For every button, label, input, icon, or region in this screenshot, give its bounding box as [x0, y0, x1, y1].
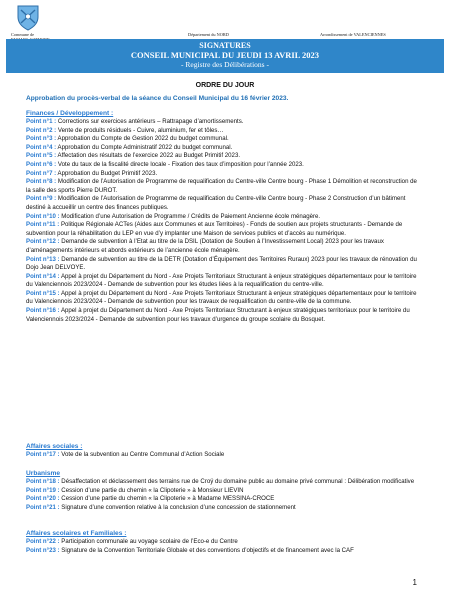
point-label: Point n°8 : — [26, 178, 57, 186]
point-text: Appel à projet du Département du Nord - Axe Projets Territoriaux Structurant à enjeux stratégiques départementaux pour le territoire du Valenciennois 2023/2024 - Demande de subvention pour les travaux de requalification du centre-ville de la commune. — [26, 289, 417, 306]
point-text: Cession d’une partie du chemin « la Clipoterie » à Madame MESSINA-CROCE — [59, 495, 275, 503]
ordre-du-jour-heading: ORDRE DU JOUR — [195, 82, 255, 89]
point-text: Signature de la Convention Territoriale Globale et des conventions d’objectifs et de financement avec la CAF — [59, 546, 354, 554]
title-banner — [6, 39, 444, 73]
point-text: Corrections sur exercices antérieurs – Rattrapage d’amortissements. — [56, 118, 244, 125]
point-label: Point n°20 : — [26, 495, 60, 503]
point-text: Participation communale au voyage scolaire de l’Eco-e du Centre — [59, 538, 238, 545]
point-text: Signature d’une convention relative à la conclusion d’une concession de stationnement — [59, 503, 296, 511]
coat-of-arms-logo — [14, 3, 42, 31]
agenda-item — [26, 451, 421, 460]
point-label: Point n°12 : — [26, 238, 60, 246]
point-label: Point n°9 : — [26, 195, 57, 203]
point-label: Point n°21 : — [26, 503, 60, 511]
agenda-item — [26, 547, 421, 556]
point-text: Vente de produits résiduels - Cuivre, aluminium, fer et tôles… — [56, 126, 224, 134]
point-label: Point n°23 : — [26, 546, 60, 554]
section-affaires-sociales — [26, 443, 421, 460]
point-label: Point n°7 : — [26, 169, 57, 177]
commune-label: Commune de — [11, 32, 35, 37]
section-finances — [26, 110, 421, 324]
point-label: Point n°4 : — [26, 143, 57, 151]
agenda-item — [26, 221, 421, 238]
point-text: Vote du taux de la fiscalité directe locale - Fixation des taux d’imposition pour l’année 2023. — [56, 160, 304, 168]
point-label: Point n°15 : — [26, 289, 60, 297]
agenda-item — [26, 152, 421, 161]
point-text: Modification d’une Autorisation de Programme / Crédits de Paiement Ancienne école ménagère. — [59, 212, 321, 220]
section-affaires-scolaires — [26, 530, 421, 555]
section-title: Urbanisme — [26, 470, 61, 477]
agenda-item — [26, 161, 421, 170]
agenda-item — [26, 504, 421, 513]
page-number: 1 — [412, 578, 417, 587]
point-text: Approbation du Compte de Gestion 2022 du budget communal. — [56, 135, 229, 143]
point-label: Point n°22 : — [26, 538, 60, 545]
agenda-item — [26, 135, 421, 144]
agenda-item — [26, 256, 421, 273]
agenda-item — [26, 195, 421, 212]
point-label: Point n°1 : — [26, 118, 57, 125]
point-label: Point n°19 : — [26, 486, 60, 494]
section-title: Affaires sociales : — [26, 443, 83, 450]
agenda-item — [26, 290, 421, 307]
section-title: Affaires scolaires et Familiales : — [26, 530, 127, 537]
banner-conseil-title: CONSEIL MUNICIPAL DU JEUDI 13 AVRIL 2023 — [130, 50, 320, 60]
agenda-item — [26, 307, 421, 324]
point-text: Appel à projet du Département du Nord - Axe Projets Territoriaux Structurant à enjeux stratégiques territoriaux pour le territoire du Valenciennois 2023/2024 - Demande de subvention pour les travaux d’urgence du groupe scolaire du Bosquet. — [26, 307, 410, 323]
banner-registre: - Registre des Délibérations - — [181, 60, 269, 69]
point-label: Point n°3 : — [26, 135, 57, 143]
point-label: Point n°17 : — [26, 451, 60, 458]
agenda-item — [26, 144, 421, 153]
point-label: Point n°18 : — [26, 478, 60, 485]
point-text: Politique Régionale ACTes (Aides aux Communes et aux Territoires) - Fonds de soutien aux projets structurants - Demande de subvention pour la réhabilitation du LEP en vue d’y implanter une Maison de services publics et d’accès au numérique. — [26, 221, 403, 237]
point-label: Point n°5 : — [26, 152, 57, 160]
point-label: Point n°6 : — [26, 160, 57, 168]
point-label: Point n°2 : — [26, 126, 57, 134]
approbation-line: Approbation du procès-verbal de la séance du Conseil Municipal du 16 février 2023. — [26, 95, 289, 102]
departement-label: Département du NORD — [188, 32, 229, 37]
point-label: Point n°16 : — [26, 307, 60, 315]
point-text: Demande de subvention au titre de la DETR (Dotation d’Équipement des Territoires Ruraux) 2023 pour les travaux de rénovation du Dojo Jean DELVOYE. — [26, 255, 417, 272]
point-label: Point n°11 : — [26, 221, 60, 229]
point-text: Désaffectation et déclassement des terrains rue de Croÿ du domaine public au domaine privé communal : Délibération modificative — [59, 478, 415, 485]
agenda-item — [26, 170, 421, 179]
point-text: Modification de l’Autorisation de Programme de requalification du Centre-ville Centre bourg - Phase 2 Construction d’un bâtiment destiné à accueillir un centre des finances publiques. — [26, 195, 406, 211]
point-text: Approbation du Budget Primitif 2023. — [56, 169, 158, 177]
agenda-item — [26, 538, 421, 547]
agenda-item — [26, 487, 421, 496]
agenda-item — [26, 178, 421, 195]
point-text: Cession d’une partie du chemin « la Clipoterie » à Monsieur LIEVIN — [59, 486, 244, 494]
section-urbanisme — [26, 470, 421, 512]
agenda-item — [26, 478, 421, 487]
banner-signatures: SIGNATURES — [199, 41, 251, 50]
point-label: Point n°13 : — [26, 255, 60, 263]
agenda-item — [26, 273, 421, 290]
point-text: Vote de la subvention au Centre Communal d’Action Sociale — [59, 451, 225, 458]
point-text: Appel à projet du Département du Nord - Axe Projets Territoriaux Structurant à enjeux stratégiques départementaux pour le territoire du Valenciennois 2023/2024 - Demande de subvention pour les études liées à la requalification du centre-ville. — [26, 272, 417, 289]
point-text: Demande de subvention à l’Etat au titre de la DSIL (Dotation de Soutien à l’Investissement Local) 2023 pour les travaux d’aménagements intérieurs et abords extérieurs de l’ancienne école ménagère. — [26, 238, 384, 254]
point-text: Affectation des résultats de l’exercice 2022 au Budget Primitif 2023. — [56, 152, 241, 160]
arrondissement-label: Arrondissement de VALENCIENNES — [320, 32, 386, 37]
agenda-item — [26, 213, 421, 222]
point-label: Point n°14 : — [26, 272, 60, 280]
agenda-item — [26, 118, 421, 127]
point-text: Modification de l’Autorisation de Programme de requalification du Centre-ville Centre bourg - Phase 1 Démolition et reconstruction de la salle des sports Pierre DUROT. — [26, 178, 417, 194]
point-text: Approbation du Compte Administratif 2022 du budget communal. — [56, 143, 233, 151]
agenda-item — [26, 495, 421, 504]
section-title: Finances / Développement : — [26, 110, 114, 117]
point-label: Point n°10 : — [26, 212, 60, 220]
agenda-item — [26, 238, 421, 255]
agenda-item — [26, 127, 421, 136]
